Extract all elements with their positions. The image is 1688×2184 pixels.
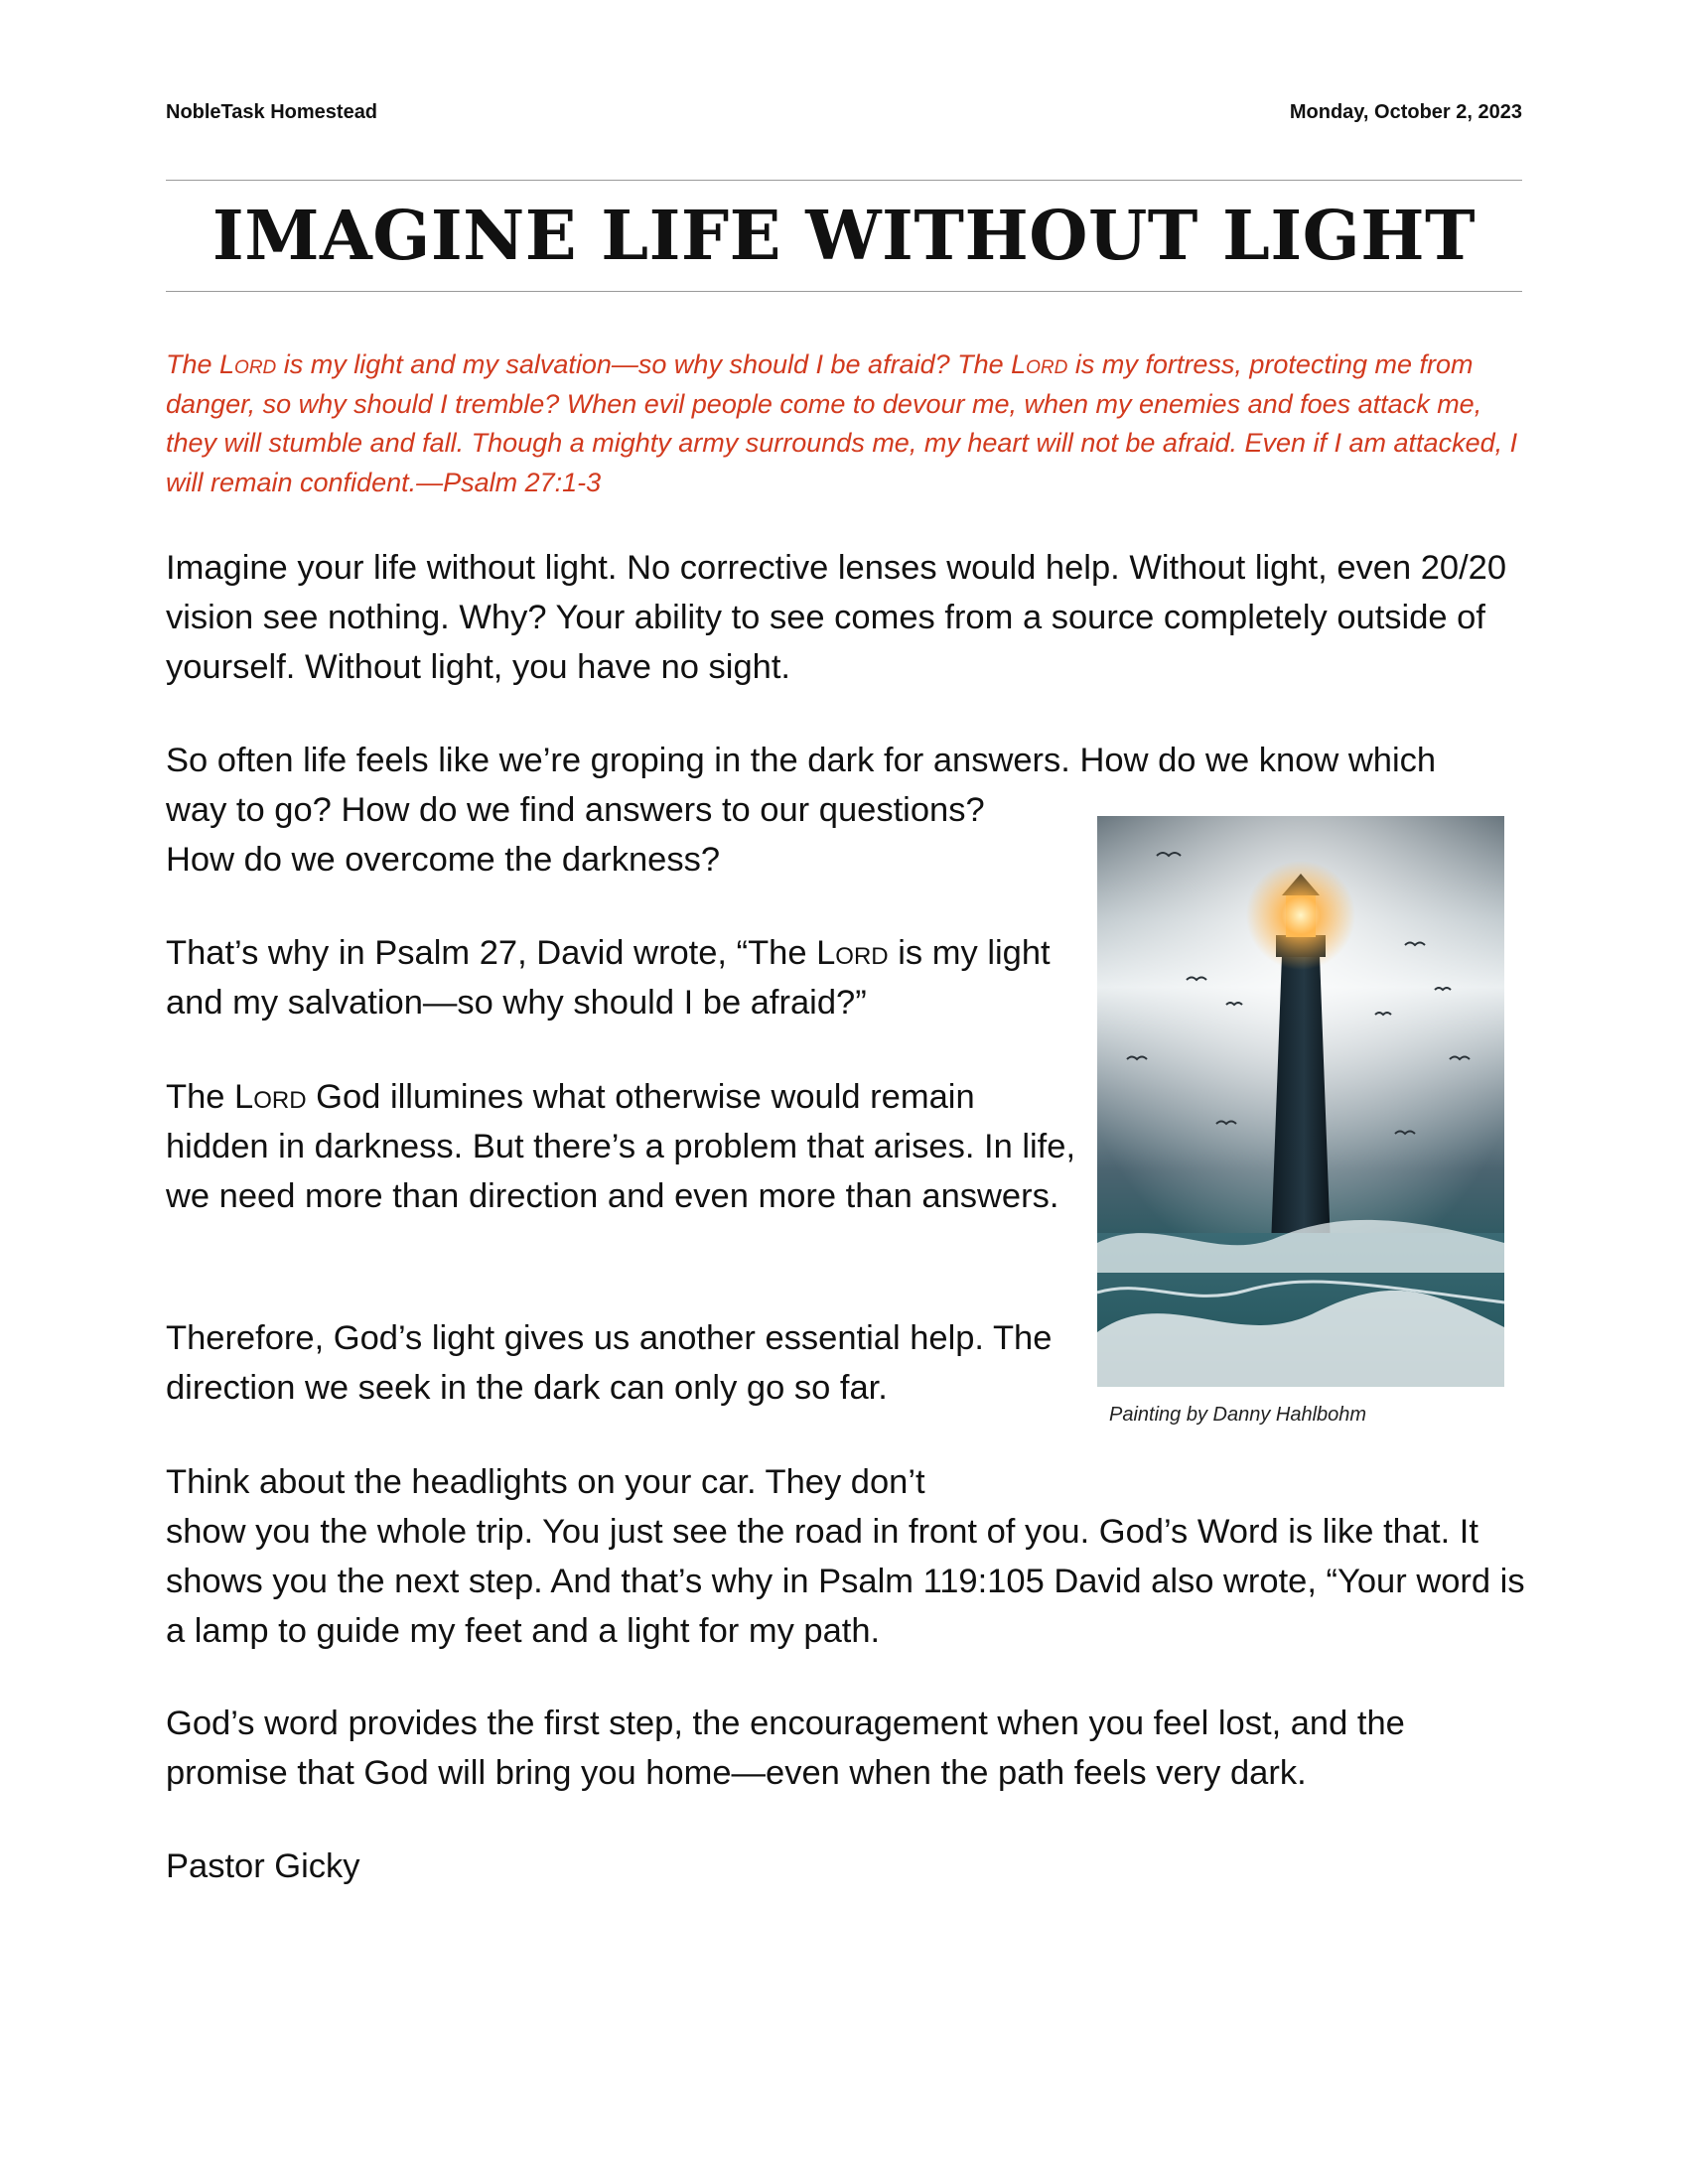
scripture-quote — [166, 345, 1522, 502]
paragraph-2-line-2: way to go? How do we find answers to our questions? — [166, 791, 985, 829]
paragraph-3-lord: Lord — [816, 934, 889, 972]
header-organization: NobleTask Homestead — [166, 101, 378, 123]
paragraph-6-line-1: Think about the headlights on your car. They don’t — [166, 1463, 925, 1501]
paragraph-2-line-1: So often life feels like we’re groping in the dark for answers. How do we know which — [166, 742, 1437, 779]
scripture-lord-2: Lord — [1011, 349, 1068, 379]
paragraph-3-text-b: is my light and my salvation—so why should I be afraid?” — [166, 934, 1051, 1022]
page-title: IMAGINE LIFE WITHOUT LIGHT — [211, 197, 1477, 276]
lighthouse-beam-glow — [1246, 861, 1355, 970]
paragraph-2-line-3: How do we overcome the darkness? — [166, 841, 721, 879]
paragraph-4-text-a: The — [166, 1078, 235, 1116]
title-rule-bottom — [166, 291, 1522, 292]
paragraph-3 — [166, 928, 1059, 1027]
paragraph-5: Therefore, God’s light gives us another essential help. The direction we seek in the dark can only go so far. — [166, 1319, 1053, 1407]
title-rule-top — [166, 180, 1522, 181]
paragraph-3-text-a: That’s why in Psalm 27, David wrote, “The — [166, 934, 817, 972]
paragraph-4 — [166, 1072, 1079, 1221]
paragraph-4-lord: Lord — [234, 1078, 307, 1116]
paragraph-1: Imagine your life without light. No corrective lenses would help. Without light, even 20/20 vision see nothing. Why? Your ability to see comes from a source completely outside of yourself. Without light, you have no sight. — [166, 549, 1507, 686]
paragraph-7: God’s word provides the first step, the encouragement when you feel lost, and the promise that God will bring you home—even when the path feels very dark. — [166, 1705, 1405, 1792]
paragraph-6 — [166, 1457, 1536, 1656]
scripture-text-3: is my fortress, protecting me from danger, so why should I tremble? When evil people come to devour me, when my enemies and foes attack me, they will stumble and fall. Though a mighty army surrounds me, my heart will not be afraid. Even if I am attacked, I will remain confident.—Psalm 27:1-3 — [166, 349, 1518, 497]
scripture-text-2: is my light and my salvation—so why should I be afraid? The — [276, 349, 1012, 379]
scripture-text-1: The — [166, 349, 220, 379]
header-date: Monday, October 2, 2023 — [1289, 101, 1522, 123]
figure-caption: Painting by Danny Hahlbohm — [1109, 1404, 1367, 1426]
lighthouse-illustration — [1097, 816, 1504, 1387]
signature: Pastor Gicky — [166, 1847, 360, 1885]
paragraph-6-rest: show you the whole trip. You just see the road in front of you. God’s Word is like that. It shows you the next step. And that’s why in Psalm 119:105 David also wrote, “Your word is a lamp to guide my feet and a light for my path. — [166, 1513, 1525, 1650]
paragraph-4-text-b: God illumines what otherwise would remain hidden in darkness. But there’s a problem that arises. In life, we need more than direction and even more than answers. — [166, 1078, 1076, 1215]
scripture-lord-1: Lord — [219, 349, 277, 379]
lighthouse-painting — [1097, 816, 1504, 1387]
